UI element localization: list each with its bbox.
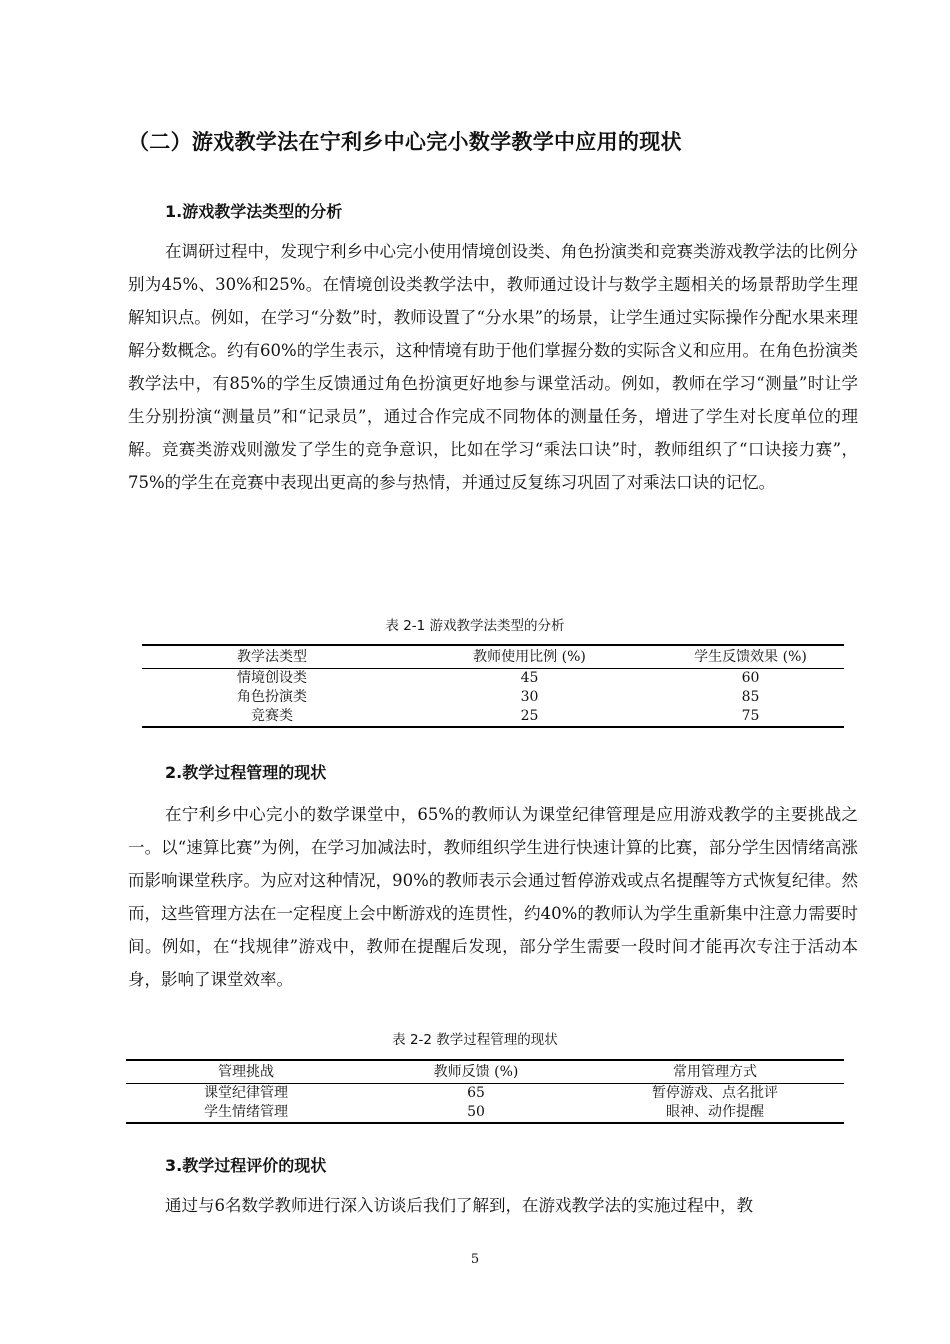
table-cell: 情境创设类 — [237, 670, 307, 686]
table-cell: 30 — [520, 689, 539, 705]
table-header-cell: 管理挑战 — [126, 1060, 366, 1084]
table-row — [142, 669, 844, 689]
table-cell: 65 — [467, 1085, 485, 1101]
table-row — [126, 1103, 844, 1123]
table-row — [126, 1084, 844, 1104]
subsection-heading-3: 3.教学过程评价的现状 — [165, 1156, 327, 1175]
table-header-cell: 学生反馈效果 (%) — [657, 645, 844, 669]
table-cell: 50 — [366, 1103, 586, 1123]
table-cell: 学生情绪管理 — [126, 1103, 366, 1123]
paragraph-3: 通过与6名数学教师进行深入访谈后我们了解到，在游戏教学法的实施过程中，教 — [165, 1196, 753, 1215]
paragraph-1: 在调研过程中，发现宁利乡中心完小使用情境创设类、角色扮演类和竞赛类游戏教学法的比例分别为45%、30%和25%。在情境创设类教学法中，教师通过设计与数学主题相关的场景帮助学生理解知识点。例如，在学习“分数”时，教师设置了“分水果”的场景，让学生通过实际操作分配水果来理解分数概念。约有60%的学生表示，这种情境有助于他们掌握分数的实际含义和应用。在角色扮演类教学法中，有85%的学生反馈通过角色扮演更好地参与课堂活动。例如，教师在学习“测量”时让学生分别扮演“测量员”和“记录员”，通过合作完成不同物体的测量任务，增进了学生对长度单位的理解。竞赛类游戏则激发了学生的竞争意识，比如在学习“乘法口诀”时，教师组织了“口诀接力赛”，75%的学生在竞赛中表现出更高的参与热情，并通过反复练习巩固了对乘法口诀的记忆。 — [128, 242, 858, 492]
table-cell: 85 — [741, 689, 760, 705]
paragraph-2: 在宁利乡中心完小的数学课堂中，65%的教师认为课堂纪律管理是应用游戏教学的主要挑战之一。以“速算比赛”为例，在学习加减法时，教师组织学生进行快速计算的比赛，部分学生因情绪高涨而影响课堂秩序。为应对这种情况，90%的教师表示会通过暂停游戏或点名提醒等方式恢复纪律。然而，这些管理方法在一定程度上会中断游戏的连贯性，约40%的教师认为学生重新集中注意力需要时间。例如，在“找规律”游戏中，教师在提醒后发现，部分学生需要一段时间才能再次专注于活动本身，影响了课堂效率。 — [128, 805, 858, 989]
table-header-row — [126, 1060, 844, 1084]
table-caption-1: 表 2-1 游戏教学法类型的分析 — [385, 618, 565, 634]
subsection-heading-2: 2.教学过程管理的现状 — [165, 763, 327, 782]
table-row — [142, 707, 844, 727]
table-cell: 暂停游戏、点名批评 — [652, 1085, 778, 1101]
table-cell: 60 — [741, 670, 760, 686]
table-cell: 25 — [402, 707, 657, 727]
table-game-method-types — [142, 644, 844, 728]
table-process-management — [126, 1059, 844, 1124]
table-header-cell: 教学法类型 — [142, 645, 402, 669]
table-cell: 课堂纪律管理 — [204, 1085, 288, 1101]
table-header-cell: 教师使用比例 (%) — [402, 645, 657, 669]
table-caption-2: 表 2-2 教学过程管理的现状 — [392, 1032, 558, 1048]
table-row — [142, 688, 844, 707]
table-cell: 角色扮演类 — [237, 689, 307, 705]
table-cell: 45 — [520, 670, 539, 686]
table-cell: 竞赛类 — [142, 707, 402, 727]
table-cell: 眼神、动作提醒 — [586, 1103, 844, 1123]
subsection-heading-1: 1.游戏教学法类型的分析 — [165, 202, 343, 221]
table-header-row — [142, 645, 844, 669]
table-header-cell: 教师反馈 (%) — [366, 1060, 586, 1084]
page-number: 5 — [470, 1252, 480, 1267]
table-header-cell: 常用管理方式 — [586, 1060, 844, 1084]
table-cell: 75 — [657, 707, 844, 727]
section-title: （二）游戏教学法在宁利乡中心完小数学教学中应用的现状 — [128, 130, 682, 154]
